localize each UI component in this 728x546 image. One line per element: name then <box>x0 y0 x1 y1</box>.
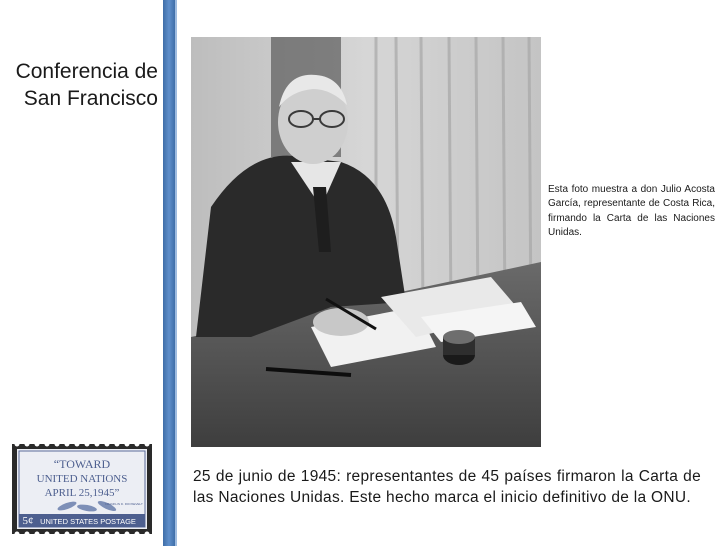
stamp-value: 5¢ <box>22 515 34 527</box>
postage-stamp <box>12 444 152 534</box>
stamp-illustration <box>12 444 152 534</box>
stamp-footer: UNITED STATES POSTAGE <box>40 517 136 526</box>
stamp-line-2: UNITED NATIONS <box>36 473 128 485</box>
title-line-1: Conferencia de <box>15 60 158 83</box>
stamp-signature: FRANKLIN D. ROOSEVELT <box>105 502 143 506</box>
slide-title <box>0 58 158 112</box>
photo-caption: Esta foto muestra a don Julio Acosta García, representante de Costa Rica, firmando la Carta de las Naciones Unidas. <box>548 184 715 238</box>
title-line-2: San Francisco <box>23 87 158 110</box>
stamp-line-1: “TOWARD <box>53 457 111 471</box>
body-paragraph: 25 de junio de 1945: representantes de 45 países firmaron la Carta de las Naciones Unidas. Este hecho marca el inicio definitivo de la ONU. <box>193 468 701 506</box>
photo-illustration <box>191 37 541 447</box>
stamp-line-3: APRIL 25,1945” <box>44 487 120 499</box>
vertical-divider-edge <box>175 0 177 546</box>
historical-photo <box>191 37 541 447</box>
vertical-divider-bar <box>163 0 175 546</box>
